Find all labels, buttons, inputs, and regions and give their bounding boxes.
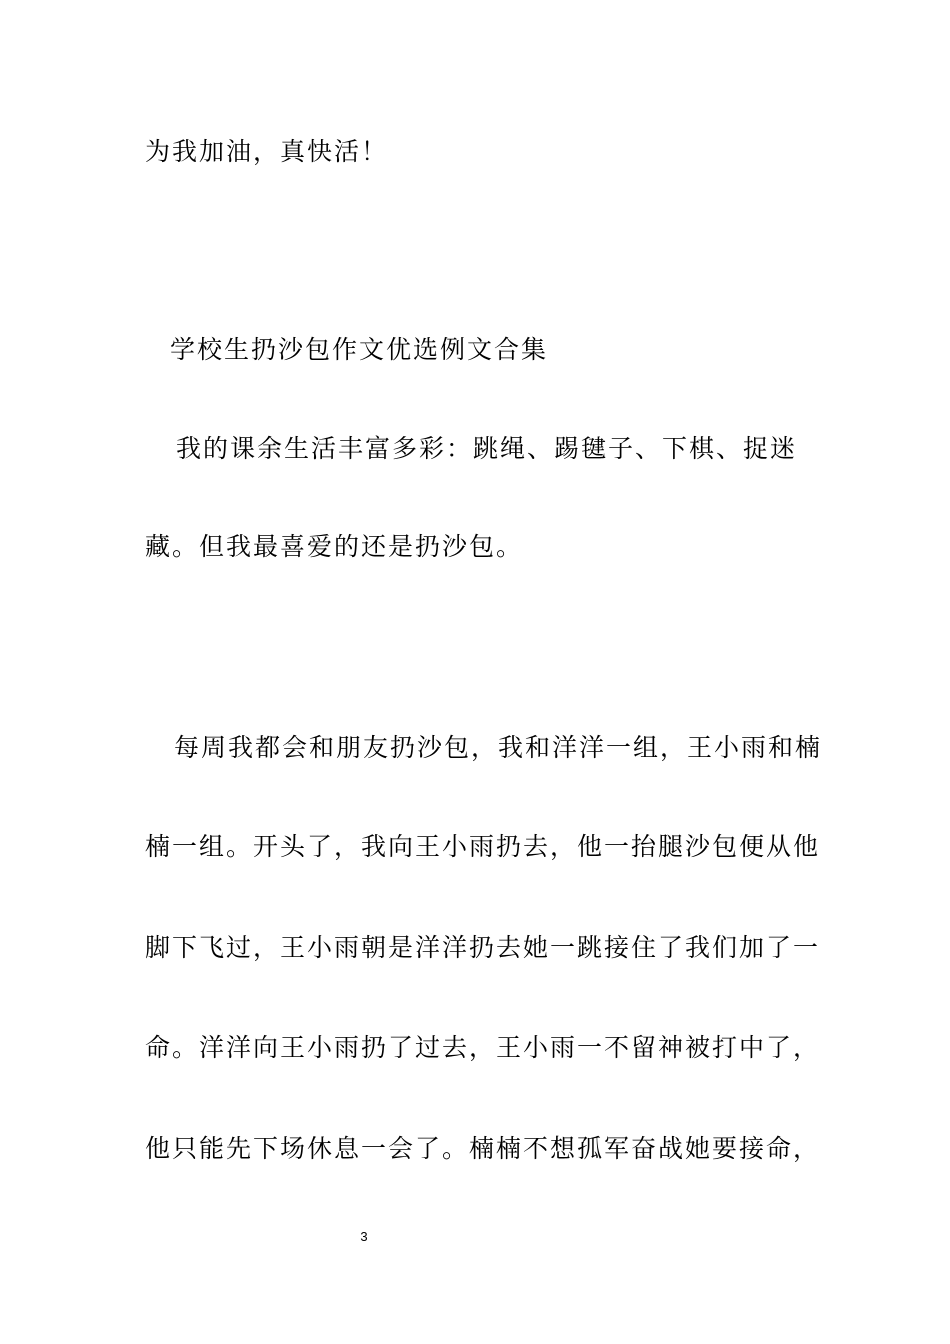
intro-line-1: 我的课余生活丰富多彩：跳绳、踢毽子、下棋、捉迷 <box>176 434 798 463</box>
body-line-3: 脚下飞过，王小雨朝是洋洋扔去她一跳接住了我们加了一 <box>145 933 821 962</box>
body-line-1: 每周我都会和朋友扔沙包，我和洋洋一组，王小雨和楠 <box>174 733 823 762</box>
page-number: 3 <box>360 1229 368 1244</box>
paragraph-ending-line: 为我加油，真快活！ <box>145 137 389 166</box>
body-line-5: 他只能先下场休息一会了。楠楠不想孤军奋战她要接命， <box>145 1134 821 1163</box>
body-line-4: 命。洋洋向王小雨扔了过去，王小雨一不留神被打中了， <box>145 1033 821 1062</box>
article-title: 学校生扔沙包作文优选例文合集 <box>170 335 549 364</box>
intro-line-2: 藏。但我最喜爱的还是扔沙包。 <box>145 532 524 561</box>
body-line-2: 楠一组。开头了，我向王小雨扔去，他一抬腿沙包便从他 <box>145 832 821 861</box>
